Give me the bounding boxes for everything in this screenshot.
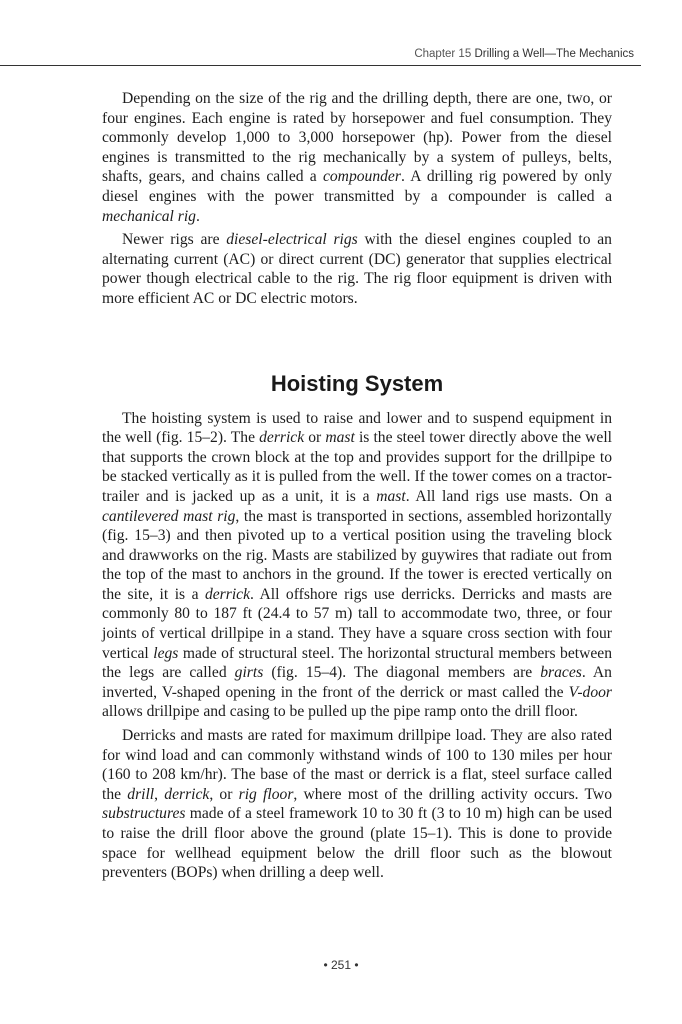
paragraph-hoisting: [102, 409, 612, 723]
text-run: with the diesel engines coupled to an alternating current (AC) or direct current (DC) generator that supplies electrical power though electrical cable to the rig. The rig floor equipment is driven with more efficient AC or DC electric motors.: [102, 231, 612, 307]
term-derrick: derrick: [259, 429, 305, 447]
term-rig-floor: rig floor: [238, 785, 294, 803]
chapter-title: Drilling a Well—The Mechanics: [474, 48, 634, 60]
term-girts: girts: [234, 664, 264, 682]
paragraph-ratings: [102, 726, 612, 883]
header-rule: [0, 65, 641, 66]
term-cantilevered-mast-rig: cantilevered mast rig: [102, 507, 236, 525]
term-v-door: V-door: [568, 683, 612, 701]
term-mast: mast: [376, 487, 406, 505]
spacer: [102, 313, 612, 331]
text-run: ,: [154, 785, 165, 803]
term-mast: mast: [325, 429, 355, 447]
running-header: [0, 48, 634, 60]
text-run: made of a steel framework 10 to 30 ft (3 to 10 m) high can be used to raise the drill floor above the ground (plate 15–1). This is done to provide space for wellhead equipment below the drill floor such as the blowout preventers (BOPs) when drilling a deep well.: [102, 805, 612, 882]
text-run: is the steel tower directly above the well that supports the crown block at the top and provides support for the drillpipe to be stacked vertically as it is pulled from the well. If the tower comes on a tractor-trailer and is jacked up as a unit, it is a: [102, 429, 612, 505]
text-run: . A drilling rig powered by only diesel engines with the power transmitted by a compounder is called a: [102, 168, 612, 205]
text-run: . All offshore rigs use derricks. Derricks and masts are commonly 80 to 187 ft (24.4 to 57 m) tall to accommodate two, three, or four joints of vertical drillpipe in a stand. They have a square cross section with four vertical: [102, 585, 612, 662]
chapter-label: Chapter 15: [414, 48, 472, 60]
term-mechanical-rig: mechanical rig: [102, 207, 196, 225]
text-run: (fig. 15–4). The diagonal members are: [263, 664, 541, 682]
term-compounder: compounder: [322, 168, 401, 186]
term-substructures: substructures: [102, 805, 186, 823]
term-derrick: derrick: [164, 785, 210, 803]
text-run: allows drillpipe and casing to be pulled up the pipe ramp onto the drill floor.: [102, 703, 578, 721]
page-number: • 251 •: [323, 958, 359, 972]
text-run: .: [195, 207, 200, 225]
term-derrick: derrick: [204, 585, 250, 603]
term-diesel-electrical-rigs: diesel-electrical rigs: [226, 231, 358, 249]
text-run: Derricks and masts are rated for maximum drillpipe load. They are also rated for wind load and can commonly withstand winds of 100 to 130 miles per hour (160 to 208 km/hr). The base of the mast or derrick is a flat, steel surface called the: [102, 727, 612, 803]
page-body: [102, 89, 612, 887]
text-run: , or: [209, 785, 239, 803]
text-run: , the mast is transported in sections, assembled horizontally (fig. 15–3) and then pivoted up to a vertical position using the traveling block and drawworks on the rig. Masts are stabilized by guywires that radiate out from the top of the mast to anchors in the ground. If the tower is erected vertically on the site, it is a: [102, 507, 612, 603]
term-legs: legs: [153, 644, 179, 662]
section-heading: Hoisting System: [270, 370, 444, 396]
text-run: Depending on the size of the rig and the drilling depth, there are one, two, or four engines. Each engine is rated by horsepower and fuel consumption. They commonly develop 1,000 to 3,000 horsepower (hp). Power from the diesel engines is transmitted to the rig mechanically by a system of pulleys, belts, shafts, gears, and chains called a: [102, 90, 612, 186]
text-run: . An inverted, V-shaped opening in the front of the derrick or mast called the: [102, 664, 612, 701]
term-braces: braces: [540, 664, 582, 682]
paragraph-diesel-electrical: [102, 230, 612, 308]
text-run: or: [304, 429, 326, 447]
term-drill: drill: [127, 785, 155, 803]
text-run: The hoisting system is used to raise and lower and to suspend equipment in the well (fig. 15–2). The: [102, 409, 612, 447]
text-run: made of structural steel. The horizontal structural members between the legs are called: [102, 644, 612, 682]
text-run: , where most of the drilling activity occurs. Two: [293, 785, 612, 803]
text-run: . All land rigs use masts. On a: [405, 487, 612, 505]
paragraph-engines: [102, 89, 612, 226]
text-run: Newer rigs are: [122, 231, 227, 249]
